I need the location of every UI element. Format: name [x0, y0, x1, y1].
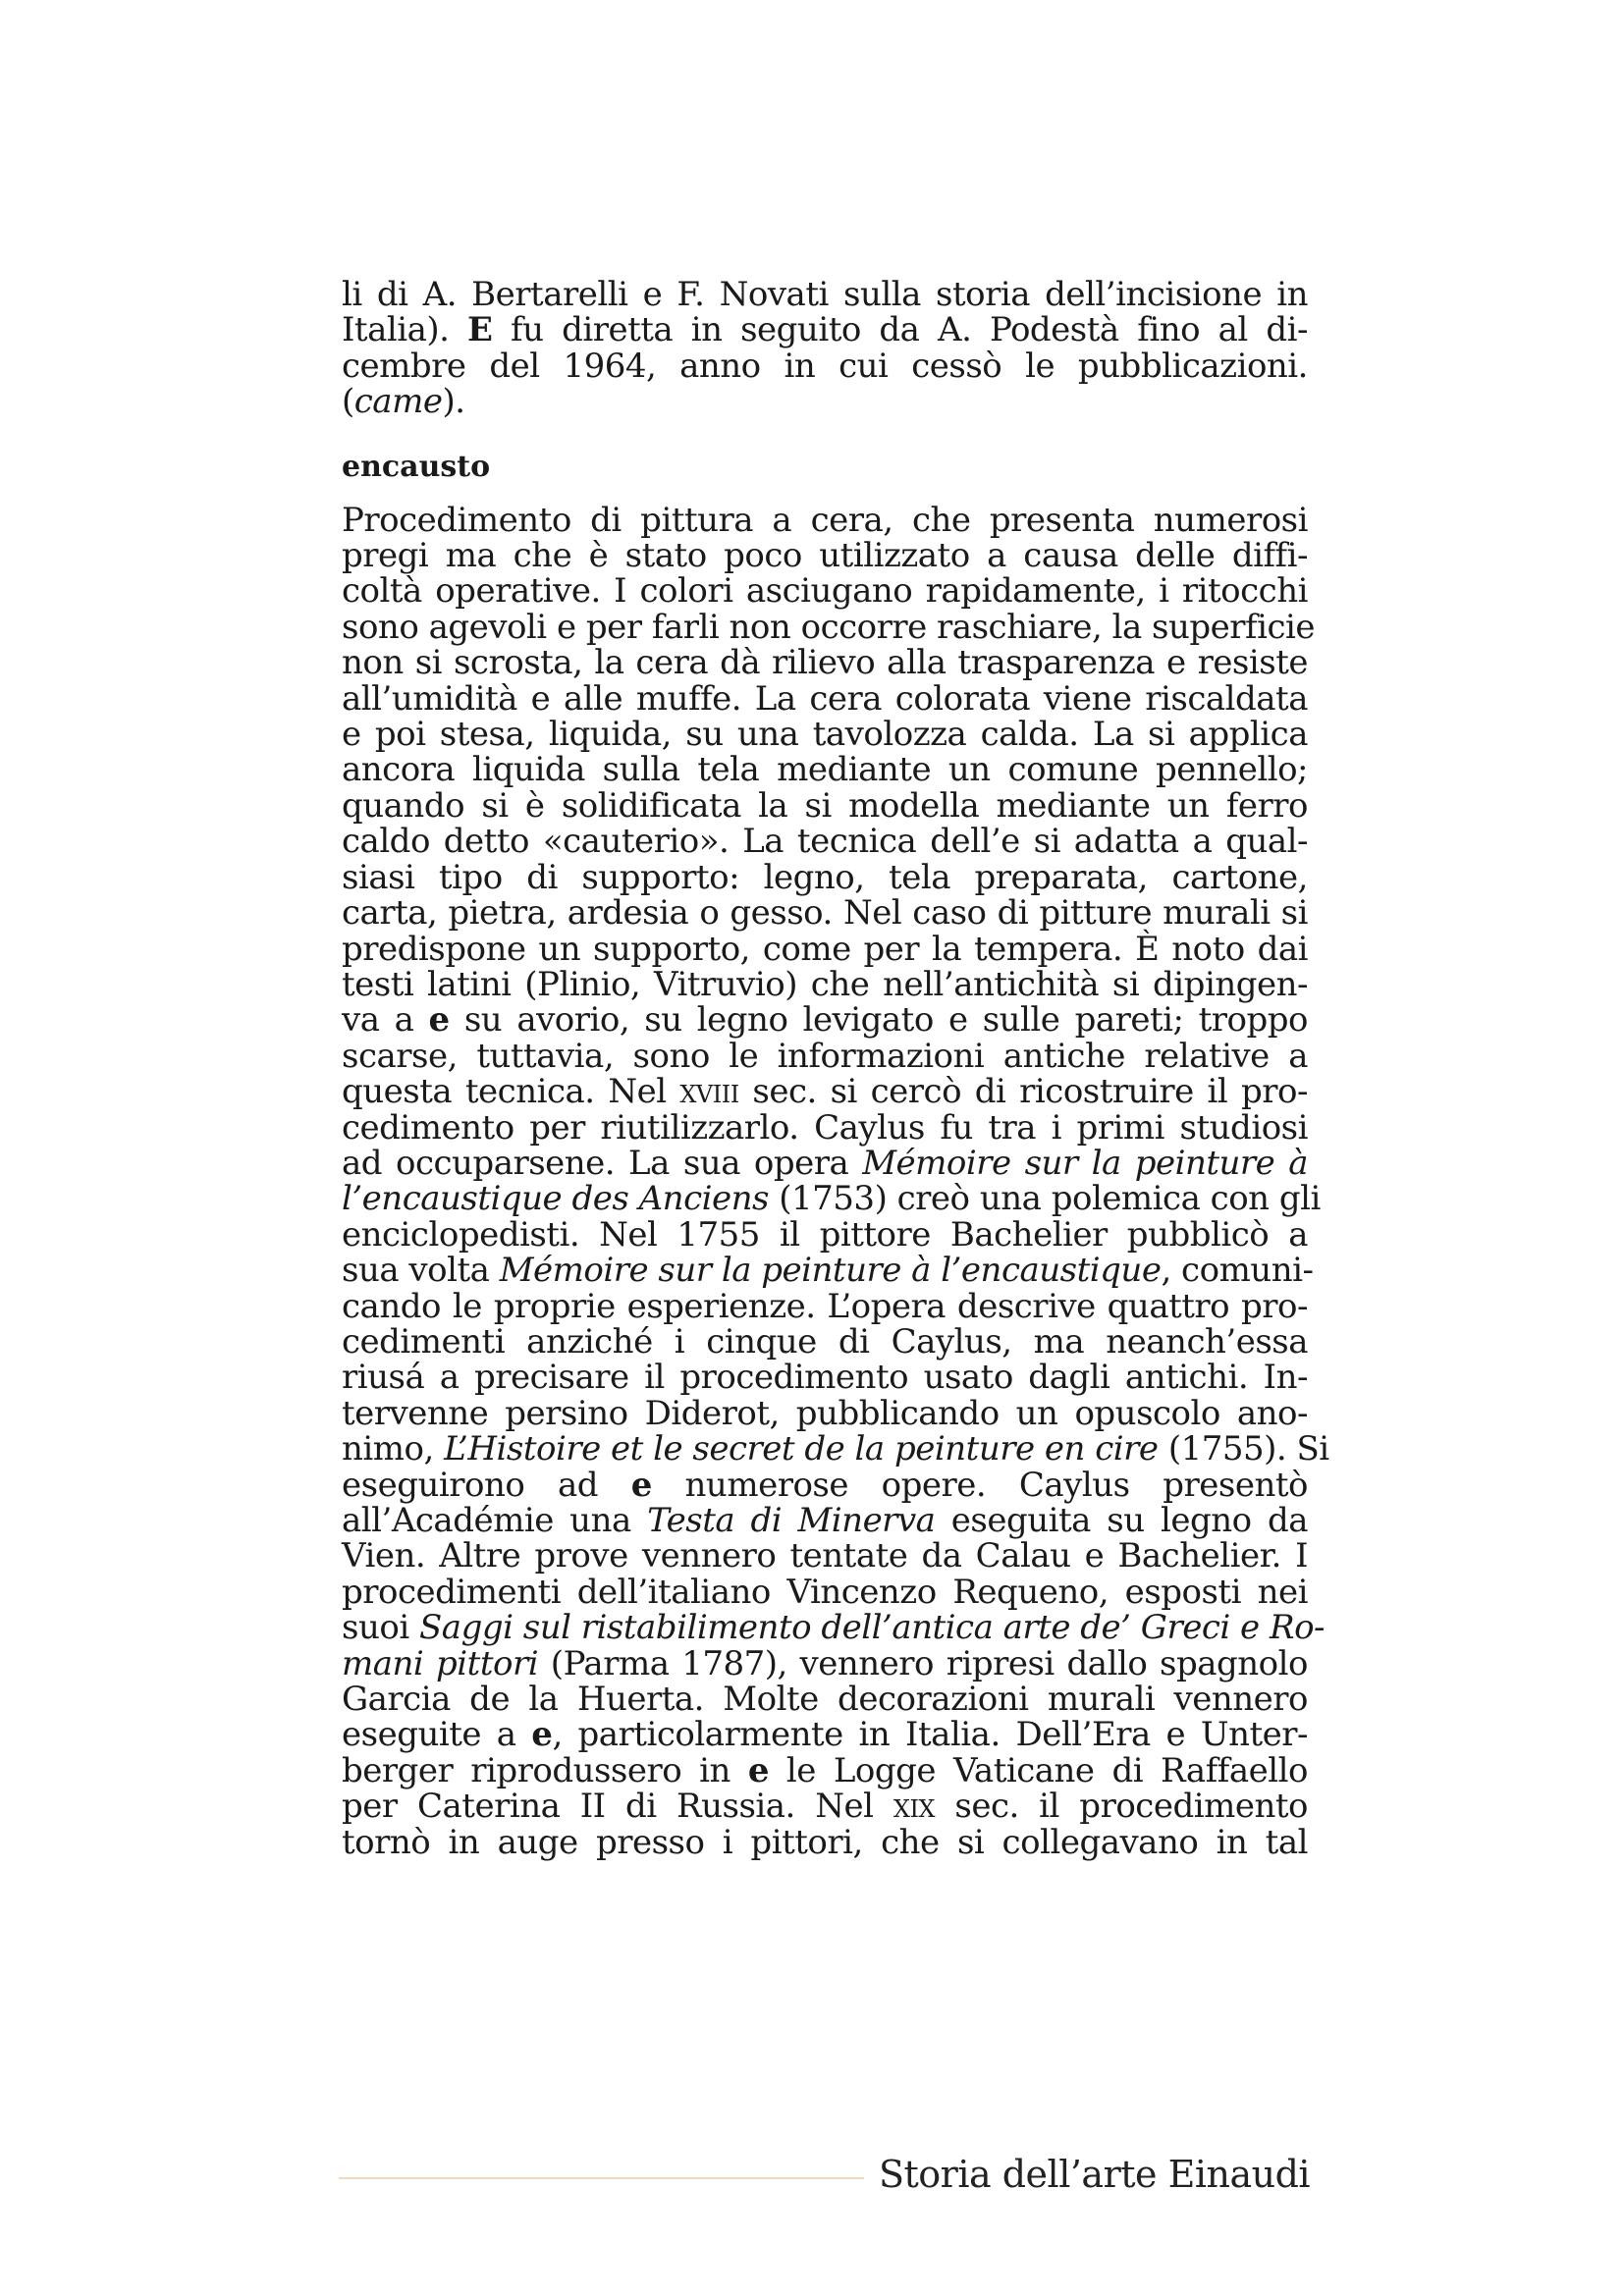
text-line: testi latini (Plinio, Vitruvio) che nell’antichità si dipingen- [342, 964, 1308, 1004]
text-line: enciclopedisti. Nel 1755 il pittore Bachelier pubblicò a [342, 1214, 1308, 1255]
text-line: li di A. Bertarelli e F. Novati sulla storia dell’incisione in [342, 275, 1308, 314]
text-line: carta, pietra, ardesia o gesso. Nel caso di pitture murali si [342, 893, 1308, 934]
text-line: ad occuparsene. La sua opera Mémoire sur la peinture à [342, 1143, 1308, 1183]
preceding-entry [342, 277, 1308, 420]
text-line: eseguirono ad e numerose opere. Caylus presentò [342, 1465, 1309, 1505]
text-line: cembre del 1964, anno in cui cessò le pubblicazioni. [342, 346, 1308, 386]
text-line: riusá a precisare il procedimento usato dagli antichi. In- [342, 1358, 1308, 1398]
text-line: questa tecnica. Nel xviii sec. si cercò di ricostruire il pro- [342, 1072, 1308, 1112]
text-line: sono agevoli e per farli non occorre raschiare, la superficie [342, 607, 1316, 647]
text-line: mani pittori (Parma 1787), vennero ripresi dallo spagnolo [342, 1643, 1308, 1683]
text-line: predispone un supporto, come per la tempera. È noto dai [342, 929, 1308, 969]
text-line: Garcia de la Huerta. Molte decorazioni murali vennero [342, 1680, 1308, 1720]
text-line: suoi Saggi sul ristabilimento dell’antica arte de’ Greci e Ro- [342, 1608, 1325, 1648]
text-line: ancora liquida sulla tela mediante un comune pennello; [342, 750, 1308, 790]
footer-rule [339, 2177, 864, 2179]
text-line: siasi tipo di supporto: legno, tela preparata, cartone, [342, 857, 1308, 897]
text-line: coltà operative. I colori asciugano rapidamente, i ritocchi [342, 571, 1308, 612]
text-line: eseguite a e, particolarmente in Italia. Dell’Era e Unter- [342, 1715, 1308, 1755]
text-line: tervenne persino Diderot, pubblicando un opuscolo ano- [342, 1393, 1308, 1433]
text-line: berger riprodussero in e le Logge Vaticane di Raffaello [342, 1750, 1308, 1790]
entry-headword: encausto [342, 449, 491, 484]
text-line: caldo detto «cauterio». La tecnica dell’e si adatta a qual- [342, 822, 1308, 862]
page-text [342, 275, 1329, 1862]
text-line: pregi ma che è stato poco utilizzato a causa delle diffi- [342, 536, 1308, 576]
text-line: per Caterina II di Russia. Nel xix sec. il procedimento [342, 1787, 1308, 1827]
text-line: scarse, tuttavia, sono le informazioni antiche relative a [342, 1036, 1308, 1076]
text-line: cedimento per riutilizzarlo. Caylus fu tra i primi studiosi [342, 1107, 1308, 1148]
text-line: Italia). E fu diretta in seguito da A. Podestà fino al di- [342, 310, 1309, 350]
text-line: all’Académie una Testa di Minerva eseguita su legno da [342, 1501, 1308, 1540]
text-line: (came). [342, 382, 465, 422]
text-line: tornò in auge presso i pittori, che si collegavano in tal [342, 1822, 1308, 1862]
text-line: cedimenti anziché i cinque di Caylus, ma neanch’essa [342, 1321, 1308, 1362]
text-line: Procedimento di pittura a cera, che presenta numerosi [342, 500, 1308, 540]
text-line: non si scrosta, la cera dà rilievo alla trasparenza e resiste [342, 643, 1308, 683]
text-line: all’umidità e alle muffe. La cera colorata viene riscaldata [342, 678, 1308, 719]
text-line: cando le proprie esperienze. L’opera descrive quattro pro- [342, 1286, 1308, 1326]
dictionary-entry [342, 449, 1329, 1862]
text-line: sua volta Mémoire sur la peinture à l’encaustique, comuni- [342, 1251, 1314, 1291]
text-line: quando si è solidificata la si modella mediante un ferro [342, 785, 1308, 826]
text-line: l’encaustique des Anciens (1753) creò una polemica con gli [342, 1179, 1321, 1219]
text-line: va a e su avorio, su legno levigato e sulle pareti; troppo [342, 1000, 1308, 1041]
text-line: Vien. Altre prove vennero tentate da Calau e Bachelier. I [342, 1536, 1308, 1576]
footer-publication-title: Storia dell’arte Einaudi [879, 2153, 1311, 2196]
text-line: nimo, L’Histoire et le secret de la peinture en cire (1755). Si [342, 1429, 1329, 1469]
text-line: e poi stesa, liquida, su una tavolozza calda. La si applica [342, 715, 1308, 755]
entry-body [342, 500, 1329, 1862]
text-line: procedimenti dell’italiano Vincenzo Requeno, esposti nei [342, 1572, 1308, 1612]
